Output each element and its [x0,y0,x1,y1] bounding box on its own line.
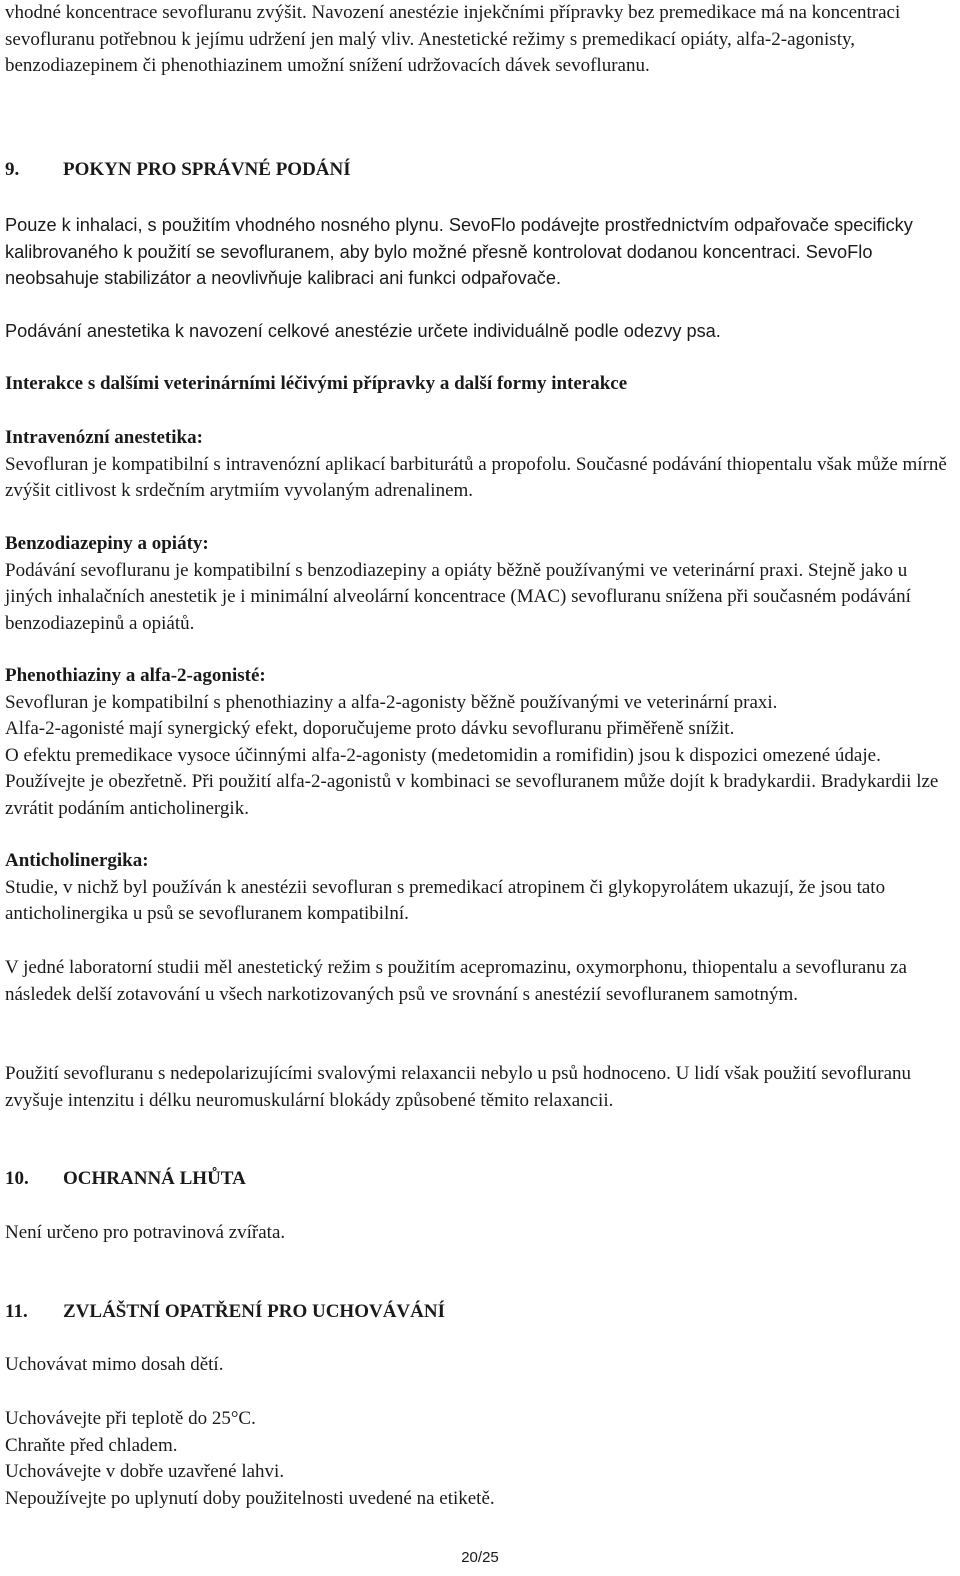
storage-line: Uchovávejte při teplotě do 25°C. [5,1408,256,1429]
storage-instructions [5,1406,953,1512]
intro-paragraph: vhodné koncentrace sevofluranu zvýšit. Navození anestézie injekčními přípravky bez premedikace má na koncentraci sevofluranu potřebnou k jejímu udržení jen malý vliv. Anestetické režimy s premedikací opiáty, alfa-2-agonisty, benzodiazepinem či phenothiazinem umožní snížení udržovacích dávek sevofluranu. [5,2,901,77]
section-11-heading [5,1299,953,1326]
anticholinergics-block [5,848,953,928]
section-title: POKYN PRO SPRÁVNÉ PODÁNÍ [63,159,351,180]
subheading: Intravenózní anestetika: [5,427,203,448]
paragraph: Sevofluran je kompatibilní s phenothiaziny a alfa-2-agonisty běžně používanými ve veterinární praxi. [5,691,778,713]
storage-line: Chraňte před chladem. [5,1434,178,1456]
section-number: 9. [5,159,20,180]
interactions-heading: Interakce s dalšími veterinárními léčivými přípravky a další formy interakce [5,373,628,394]
page-number: 20/25 [461,1549,499,1566]
paragraph: O efektu premedikace vysoce účinnými alfa-2-agonisty (medetomidin a romifidin) jsou k dispozici omezené údaje. Používejte je obezřetně. Při použití alfa-2-agonistů v kombinaci se sevofluranem může dojít k bradykardii. Bradykardii lze zvrátit podáním anticholinergik. [5,744,939,819]
phenothiazines-block [5,663,953,823]
paragraph: Studie, v nichž byl používán k anestézii sevofluran s premedikací atropinem či glykopyrolátem ukazují, že jsou tato anticholinergika u psů se sevofluranem kompatibilní. [5,876,886,925]
storage-line: Nepoužívejte po uplynutí doby použitelnosti uvedené na etiketě. [5,1487,495,1509]
section-10-heading [5,1166,953,1193]
iv-anesthetics-block [5,425,953,505]
paragraph: Sevofluran je kompatibilní s intravenózní aplikací barbiturátů a propofolu. Současné podávání thiopentalu však může mírně zvýšit citlivost k srdečním arytmiím vyvolaným adrenalinem. [5,453,947,502]
storage-line: Uchovávejte v dobře uzavřené lahvi. [5,1461,285,1483]
paragraph: Podávání sevofluranu je kompatibilní s benzodiazepiny a opiáty běžně používanými ve veterinární praxi. Stejně jako u jiných inhalačních anestetik je i minimální alveolární koncentrace (MAC) sevofluranu snížena při současném podávání benzodiazepinů a opiátů. [5,559,911,634]
section-number: 10. [5,1168,29,1189]
section-number: 11. [5,1301,28,1322]
paragraph: Alfa-2-agonisté mají synergický efekt, doporučujeme proto dávku sevofluranu přiměřeně snížit. [5,718,735,740]
subheading: Benzodiazepiny a opiáty: [5,533,209,554]
subheading: Phenothiaziny a alfa-2-agonisté: [5,665,266,686]
section-9-heading [5,157,953,184]
subheading: Anticholinergika: [5,850,149,871]
section-9-paragraph-1: Pouze k inhalaci, s použitím vhodného nosného plynu. SevoFlo podávejte prostřednictvím odpařovače specificky kalibrovaného k použití se sevofluranem, aby bylo možné přesně kontrolovat dodanou koncentraci. SevoFlo neobsahuje stabilizátor a neovlivňuje kalibraci ani funkci odpařovače. [5,215,913,289]
section-10-text: Není určeno pro potravinová zvířata. [5,1222,286,1243]
section-title: ZVLÁŠTNÍ OPATŘENÍ PRO UCHOVÁVÁNÍ [63,1301,445,1322]
section-title: OCHRANNÁ LHŮTA [63,1168,246,1189]
benzodiazepines-block [5,531,953,637]
lab-study-paragraph: V jedné laboratorní studii měl anestetický režim s použitím acepromazinu, oxymorphonu, thiopentalu a sevofluranu za následek delší zotavování u všech narkotizovaných psů ve srovnání s anestézií sevofluranem samotným. [5,957,907,1005]
section-9-paragraph-2: Podávání anestetika k navození celkové anestézie určete individuálně podle odezvy psa. [5,321,721,341]
relaxants-paragraph: Použití sevofluranu s nedepolarizujícími svalovými relaxancii nebylo u psů hodnoceno. U lidí však použití sevofluranu zvyšuje intenzitu i délku neuromuskulární blokády způsobené těmito relaxancii. [5,1063,911,1111]
section-11-paragraph-1: Uchovávat mimo dosah dětí. [5,1354,224,1375]
